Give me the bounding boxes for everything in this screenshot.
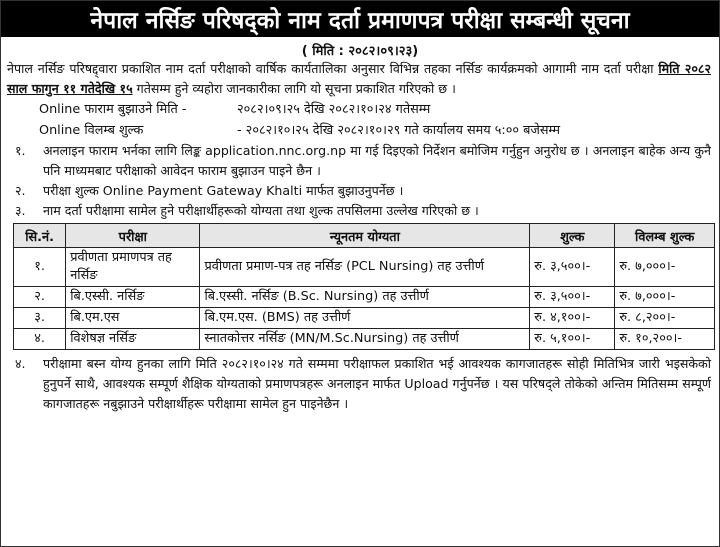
note-number: २. bbox=[15, 183, 26, 198]
note-2 bbox=[1, 181, 719, 201]
fee-table bbox=[13, 223, 715, 350]
row-sn: ३. bbox=[14, 308, 66, 329]
note-text: नाम दर्ता परीक्षामा सामेल हुने परीक्षार्थीहरूको योग्यता तथा शुल्क तपसिलमा उल्लेख गरिएको छ । bbox=[43, 203, 479, 218]
row-exam: विशेषज्ञ नर्सिङ bbox=[66, 329, 200, 350]
note-text: परीक्षामा बस्न योग्य हुनका लागि मिति २०८२।१०।२४ गते सम्ममा परीक्षाफल प्रकाशित भई आवश्यक कागजातहरू सोही मितिभित्र जारी भइसकेको हुनुपर्ने साथै, आवश्यक सम्पूर्ण शैक्षिक योग्यताको प्रमाणपत्रहरू अनलाइन मार्फत Upload गर्नुपर्नेछ । यस परिषद्ले तोकेको अन्तिम मितिसम्म सम्पूर्ण कागजातहरू नबुझाउने परीक्षार्थीहरू परीक्षामा सामेल हुन पाइनेछैन । bbox=[43, 356, 711, 411]
row-qualification: बि.एम.एस. (BMS) तह उत्तीर्ण bbox=[200, 308, 530, 329]
row-late-fee: रु. ७,०००।- bbox=[615, 287, 715, 308]
row-late-fee: रु. ७,०००।- bbox=[615, 248, 715, 287]
row-exam: प्रवीणता प्रमाणपत्र तह नर्सिङ bbox=[66, 248, 200, 287]
late-fee-value: - २०८२।१०।२५ देखि २०८२।१०।२९ गते कार्यालय समय ५:०० बजेसम्म bbox=[237, 123, 561, 138]
table-row bbox=[14, 329, 715, 350]
row-qualification: बि.एस्सी. नर्सिङ (B.Sc. Nursing) तह उत्तीर्ण bbox=[200, 287, 530, 308]
table-header-row bbox=[14, 224, 715, 248]
row-fee: रु. ३,५००।- bbox=[530, 287, 615, 308]
intro-text-before: नेपाल नर्सिङ परिषद्द्वारा प्रकाशित नाम दर्ता परीक्षाको वार्षिक कार्यतालिका अनुसार विभिन्न तहका नर्सिङ कार्यक्रमको आगामी नाम दर्ता परीक्षा bbox=[7, 61, 659, 76]
header-sn: सि.नं. bbox=[14, 224, 66, 248]
table-row bbox=[14, 248, 715, 287]
exam-date-highlight: मिति २०८२ साल फागुन ११ गतेदेखि १५ bbox=[7, 61, 711, 96]
late-fee-label: Online विलम्ब शुल्क bbox=[39, 123, 144, 138]
note-4 bbox=[1, 354, 719, 414]
header-exam: परीक्षा bbox=[66, 224, 200, 248]
row-fee: रु. ५,१००।- bbox=[530, 329, 615, 350]
notice-date: ( मिति : २०८२।०९।२३) bbox=[301, 44, 419, 59]
online-form-date-row bbox=[39, 99, 719, 120]
row-qualification: प्रवीणता प्रमाण-पत्र तह नर्सिङ (PCL Nursing) तह उत्तीर्ण bbox=[200, 248, 530, 287]
intro-text-after: गतेसम्म हुने व्यहोरा जानकारीका लागि यो सूचना प्रकाशित गरिएको छ । bbox=[132, 81, 456, 96]
row-fee: रु. ३,५००।- bbox=[530, 248, 615, 287]
row-sn: ४. bbox=[14, 329, 66, 350]
note-3 bbox=[1, 201, 719, 221]
row-late-fee: रु. १०,२००।- bbox=[615, 329, 715, 350]
row-sn: १. bbox=[14, 248, 66, 287]
header-fee: शुल्क bbox=[530, 224, 615, 248]
table-row bbox=[14, 308, 715, 329]
online-dates bbox=[1, 99, 719, 141]
intro-paragraph bbox=[1, 59, 719, 99]
note-text: परीक्षा शुल्क Online Payment Gateway Khalti मार्फत बुझाउनुपर्नेछ । bbox=[43, 183, 404, 198]
note-number: ३. bbox=[15, 203, 26, 218]
note-1 bbox=[1, 141, 719, 181]
row-exam: बि.एस्सी. नर्सिङ bbox=[66, 287, 200, 308]
row-exam: बि.एम.एस bbox=[66, 308, 200, 329]
row-sn: २. bbox=[14, 287, 66, 308]
online-form-value: २०८२।०९।२५ देखि २०८२।१०।२४ गतेसम्म bbox=[237, 102, 431, 117]
row-late-fee: रु. ८,२००।- bbox=[615, 308, 715, 329]
late-fee-date-row bbox=[39, 120, 719, 141]
notice-title: नेपाल नर्सिङ परिषद्को नाम दर्ता प्रमाणपत्र परीक्षा सम्बन्धी सूचना bbox=[1, 1, 719, 37]
row-fee: रु. ४,१००।- bbox=[530, 308, 615, 329]
header-late-fee: विलम्ब शुल्क bbox=[615, 224, 715, 248]
online-form-label: Online फाराम बुझाउने मिति - bbox=[39, 102, 187, 117]
table-row bbox=[14, 287, 715, 308]
header-qualification: न्यूनतम योग्यता bbox=[200, 224, 530, 248]
note-number: १. bbox=[15, 143, 26, 158]
row-qualification: स्नातकोत्तर नर्सिङ (MN/M.Sc.Nursing) तह उत्तीर्ण bbox=[200, 329, 530, 350]
note-number: ४. bbox=[15, 356, 26, 371]
note-text: अनलाइन फाराम भर्नका लागि लिङ्क application.nnc.org.np मा गई दिइएको निर्देशन बमोजिम गर्नुहुन अनुरोध छ । अनलाइन बाहेक अन्य कुनै पनि माध्यमबाट परीक्षाको आवेदन फाराम बुझाउन पाइने छैन । bbox=[43, 143, 711, 178]
